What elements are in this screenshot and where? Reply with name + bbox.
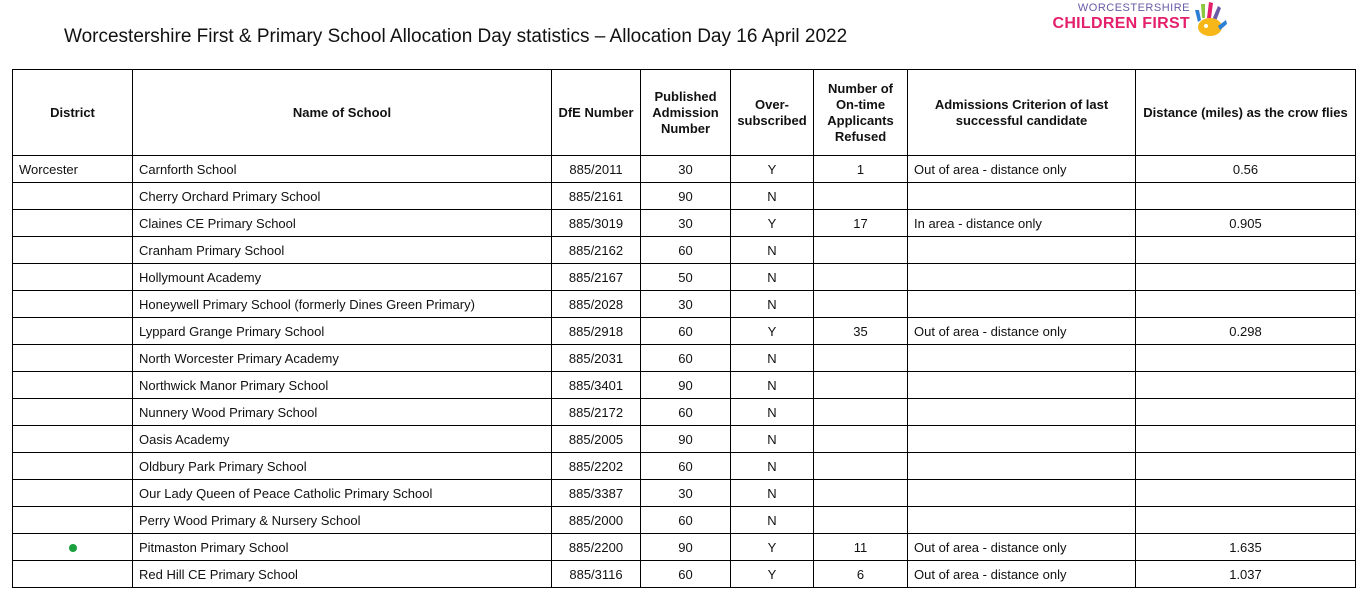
table-row <box>13 210 1356 237</box>
table-row <box>13 561 1356 588</box>
distance-cell <box>1136 345 1356 372</box>
refused-cell <box>814 237 908 264</box>
distance-cell <box>1136 183 1356 210</box>
criterion-cell <box>908 237 1136 264</box>
oversubscribed-cell: Y <box>731 561 814 588</box>
oversubscribed-cell: N <box>731 264 814 291</box>
dfe-number-cell: 885/2000 <box>552 507 641 534</box>
criterion-cell <box>908 426 1136 453</box>
criterion-cell <box>908 480 1136 507</box>
dfe-number-cell: 885/3387 <box>552 480 641 507</box>
district-cell <box>13 318 133 345</box>
district-cell <box>13 507 133 534</box>
admission-number-cell: 90 <box>641 426 731 453</box>
refused-cell <box>814 345 908 372</box>
admission-number-cell: 30 <box>641 210 731 237</box>
admission-number-cell: 60 <box>641 507 731 534</box>
admission-number-cell: 30 <box>641 480 731 507</box>
criterion-cell <box>908 345 1136 372</box>
distance-cell <box>1136 372 1356 399</box>
table-row <box>13 237 1356 264</box>
district-cell <box>13 345 133 372</box>
admission-number-cell: 90 <box>641 534 731 561</box>
school-name-cell: Northwick Manor Primary School <box>133 372 552 399</box>
admission-number-cell: 30 <box>641 156 731 183</box>
district-cell <box>13 453 133 480</box>
dfe-number-cell: 885/2162 <box>552 237 641 264</box>
table-row <box>13 156 1356 183</box>
header-applicants-refused: Number of On-time Applicants Refused <box>814 70 908 156</box>
oversubscribed-cell: Y <box>731 318 814 345</box>
admission-number-cell: 30 <box>641 291 731 318</box>
oversubscribed-cell: N <box>731 237 814 264</box>
distance-cell: 0.298 <box>1136 318 1356 345</box>
oversubscribed-cell: N <box>731 426 814 453</box>
refused-cell <box>814 372 908 399</box>
table-row <box>13 534 1356 561</box>
admission-number-cell: 60 <box>641 561 731 588</box>
table-row <box>13 318 1356 345</box>
oversubscribed-cell: N <box>731 291 814 318</box>
table-row <box>13 372 1356 399</box>
admission-number-cell: 90 <box>641 372 731 399</box>
criterion-cell <box>908 291 1136 318</box>
school-name-cell: Our Lady Queen of Peace Catholic Primary School <box>133 480 552 507</box>
refused-cell: 6 <box>814 561 908 588</box>
admission-number-cell: 60 <box>641 345 731 372</box>
refused-cell <box>814 453 908 480</box>
district-cell <box>13 237 133 264</box>
distance-cell <box>1136 453 1356 480</box>
dfe-number-cell: 885/2005 <box>552 426 641 453</box>
header-oversubscribed: Over-subscribed <box>731 70 814 156</box>
district-cell <box>13 210 133 237</box>
distance-cell <box>1136 237 1356 264</box>
table-header-row <box>13 70 1356 156</box>
distance-cell: 0.905 <box>1136 210 1356 237</box>
distance-cell <box>1136 507 1356 534</box>
distance-cell <box>1136 399 1356 426</box>
table-row <box>13 453 1356 480</box>
admission-number-cell: 90 <box>641 183 731 210</box>
table-row <box>13 264 1356 291</box>
school-name-cell: Hollymount Academy <box>133 264 552 291</box>
refused-cell: 17 <box>814 210 908 237</box>
dfe-number-cell: 885/3116 <box>552 561 641 588</box>
refused-cell: 11 <box>814 534 908 561</box>
green-dot-icon <box>69 544 77 552</box>
refused-cell <box>814 183 908 210</box>
district-cell <box>13 372 133 399</box>
criterion-cell <box>908 507 1136 534</box>
school-name-cell: Perry Wood Primary & Nursery School <box>133 507 552 534</box>
school-name-cell: Claines CE Primary School <box>133 210 552 237</box>
school-name-cell: Pitmaston Primary School <box>133 534 552 561</box>
header-admissions-criterion: Admissions Criterion of last successful candidate <box>908 70 1136 156</box>
refused-cell <box>814 264 908 291</box>
criterion-cell: Out of area - distance only <box>908 561 1136 588</box>
dfe-number-cell: 885/2161 <box>552 183 641 210</box>
refused-cell <box>814 426 908 453</box>
district-cell <box>13 264 133 291</box>
dfe-number-cell: 885/2200 <box>552 534 641 561</box>
table-row <box>13 426 1356 453</box>
school-name-cell: Oasis Academy <box>133 426 552 453</box>
district-cell <box>13 399 133 426</box>
dfe-number-cell: 885/2202 <box>552 453 641 480</box>
admission-number-cell: 50 <box>641 264 731 291</box>
oversubscribed-cell: N <box>731 183 814 210</box>
table-row <box>13 507 1356 534</box>
district-cell: Worcester <box>13 156 133 183</box>
district-cell <box>13 561 133 588</box>
dfe-number-cell: 885/2918 <box>552 318 641 345</box>
criterion-cell: Out of area - distance only <box>908 534 1136 561</box>
criterion-cell: In area - distance only <box>908 210 1136 237</box>
school-name-cell: Cherry Orchard Primary School <box>133 183 552 210</box>
table-row <box>13 399 1356 426</box>
admission-number-cell: 60 <box>641 318 731 345</box>
table-row <box>13 291 1356 318</box>
school-name-cell: North Worcester Primary Academy <box>133 345 552 372</box>
header-school-name: Name of School <box>133 70 552 156</box>
criterion-cell: Out of area - distance only <box>908 156 1136 183</box>
logo-line-2: CHILDREN FIRST <box>1052 15 1190 32</box>
dfe-number-cell: 885/3019 <box>552 210 641 237</box>
district-cell <box>13 291 133 318</box>
header-dfe-number: DfE Number <box>552 70 641 156</box>
dfe-number-cell: 885/2031 <box>552 345 641 372</box>
refused-cell <box>814 480 908 507</box>
school-name-cell: Lyppard Grange Primary School <box>133 318 552 345</box>
criterion-cell <box>908 372 1136 399</box>
criterion-cell <box>908 183 1136 210</box>
hands-icon <box>1192 0 1228 40</box>
table-row <box>13 183 1356 210</box>
school-name-cell: Carnforth School <box>133 156 552 183</box>
refused-cell <box>814 507 908 534</box>
oversubscribed-cell: N <box>731 480 814 507</box>
criterion-cell <box>908 453 1136 480</box>
oversubscribed-cell: N <box>731 372 814 399</box>
school-name-cell: Red Hill CE Primary School <box>133 561 552 588</box>
header-distance: Distance (miles) as the crow flies <box>1136 70 1356 156</box>
distance-cell: 1.037 <box>1136 561 1356 588</box>
distance-cell <box>1136 264 1356 291</box>
allocation-statistics-table <box>12 69 1356 588</box>
distance-cell <box>1136 480 1356 507</box>
refused-cell <box>814 399 908 426</box>
refused-cell <box>814 291 908 318</box>
school-name-cell: Cranham Primary School <box>133 237 552 264</box>
distance-cell: 1.635 <box>1136 534 1356 561</box>
refused-cell: 1 <box>814 156 908 183</box>
table-row <box>13 345 1356 372</box>
oversubscribed-cell: Y <box>731 210 814 237</box>
criterion-cell <box>908 399 1136 426</box>
oversubscribed-cell: N <box>731 345 814 372</box>
admission-number-cell: 60 <box>641 399 731 426</box>
school-name-cell: Nunnery Wood Primary School <box>133 399 552 426</box>
district-cell <box>13 426 133 453</box>
school-name-cell: Oldbury Park Primary School <box>133 453 552 480</box>
oversubscribed-cell: N <box>731 507 814 534</box>
logo-line-1: WORCESTERSHIRE <box>1077 2 1190 14</box>
oversubscribed-cell: N <box>731 399 814 426</box>
header-published-admission-number: Published Admission Number <box>641 70 731 156</box>
worcestershire-children-first-logo <box>1052 0 1288 44</box>
dfe-number-cell: 885/2167 <box>552 264 641 291</box>
criterion-cell: Out of area - distance only <box>908 318 1136 345</box>
oversubscribed-cell: N <box>731 453 814 480</box>
distance-cell <box>1136 426 1356 453</box>
header-district: District <box>13 70 133 156</box>
dfe-number-cell: 885/2028 <box>552 291 641 318</box>
oversubscribed-cell: Y <box>731 156 814 183</box>
distance-cell: 0.56 <box>1136 156 1356 183</box>
distance-cell <box>1136 291 1356 318</box>
dfe-number-cell: 885/3401 <box>552 372 641 399</box>
dfe-number-cell: 885/2172 <box>552 399 641 426</box>
oversubscribed-cell: Y <box>731 534 814 561</box>
table-row <box>13 480 1356 507</box>
criterion-cell <box>908 264 1136 291</box>
admission-number-cell: 60 <box>641 237 731 264</box>
district-cell <box>13 534 133 561</box>
admission-number-cell: 60 <box>641 453 731 480</box>
refused-cell: 35 <box>814 318 908 345</box>
school-name-cell: Honeywell Primary School (formerly Dines Green Primary) <box>133 291 552 318</box>
district-cell <box>13 183 133 210</box>
page-title: Worcestershire First & Primary School Allocation Day statistics – Allocation Day 16 April 2022 <box>64 26 848 47</box>
dfe-number-cell: 885/2011 <box>552 156 641 183</box>
district-cell <box>13 480 133 507</box>
